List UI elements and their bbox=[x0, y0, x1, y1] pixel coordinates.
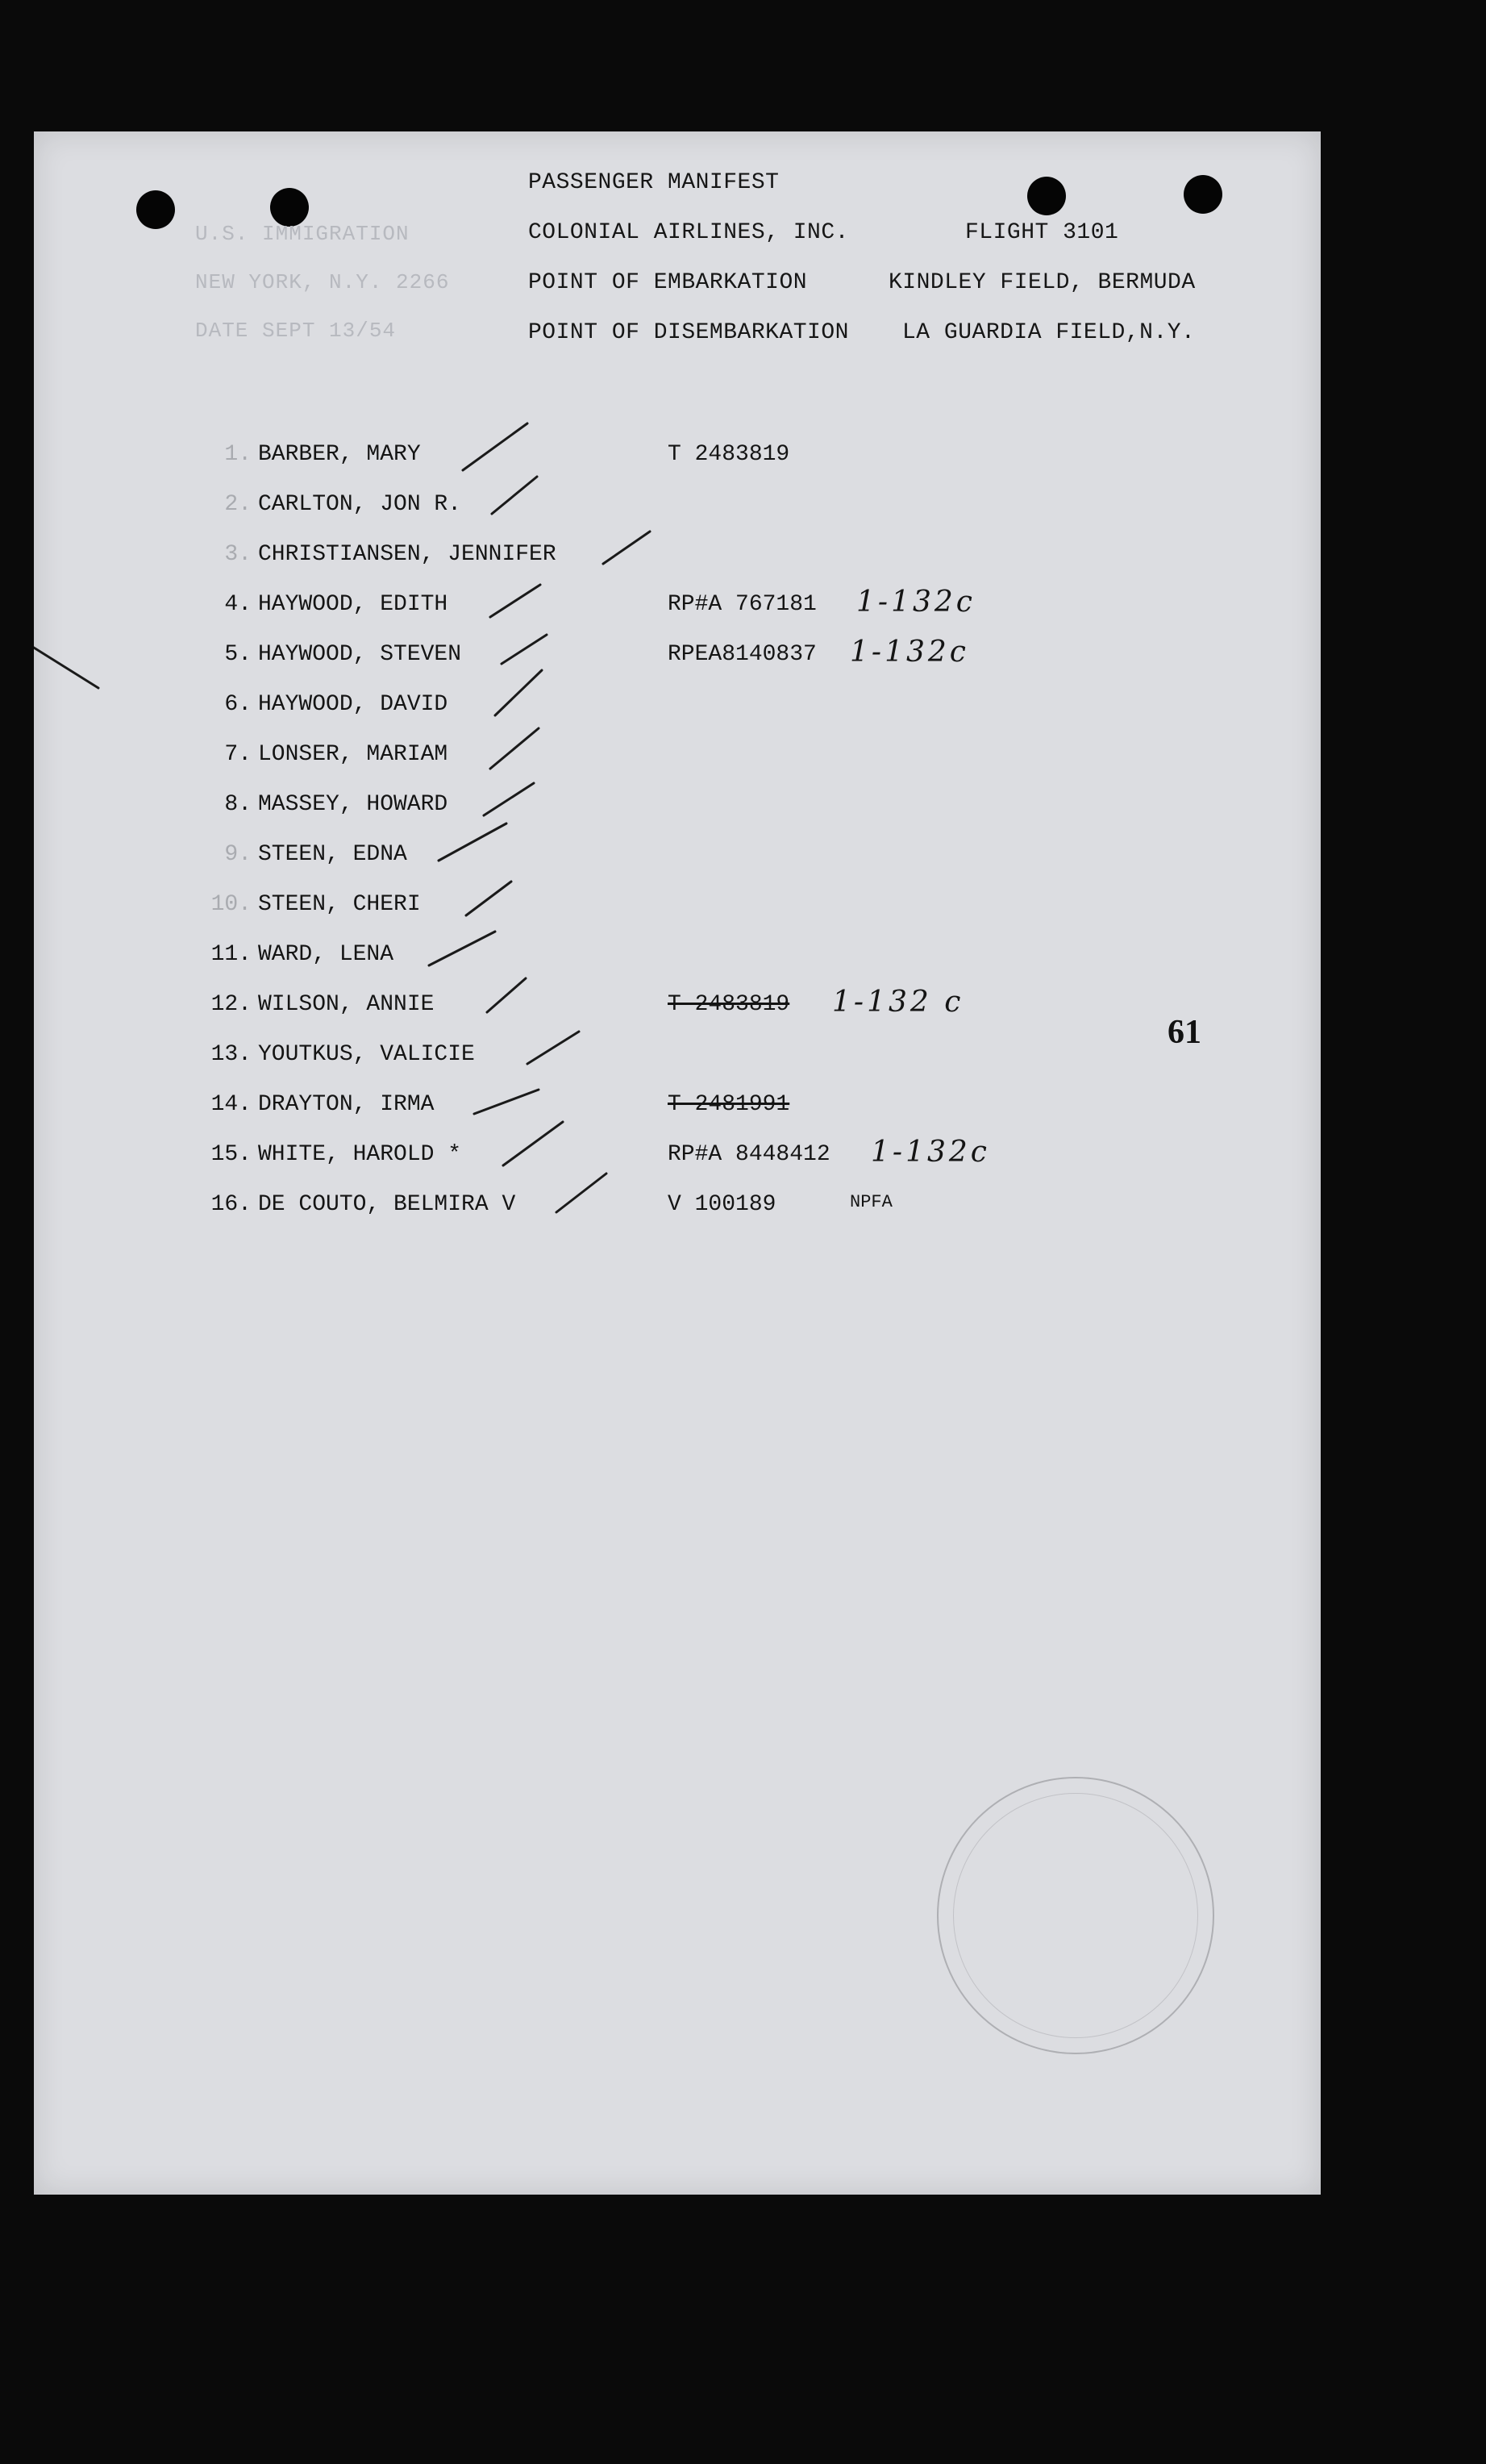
passenger-name: MASSEY, HOWARD bbox=[258, 792, 448, 817]
check-mark-icon bbox=[556, 1174, 606, 1212]
seal-inner-ring bbox=[953, 1793, 1198, 2038]
document-number: T 2483819 bbox=[668, 442, 790, 467]
handwritten-note: 1-132c bbox=[856, 586, 976, 619]
passenger-name: DRAYTON, IRMA bbox=[258, 1092, 435, 1117]
check-mark-icon bbox=[484, 783, 534, 815]
passenger-name: BARBER, MARY bbox=[258, 442, 421, 467]
row-number: 7. bbox=[224, 742, 252, 767]
stamp-line-1: U.S. IMMIGRATION bbox=[195, 222, 410, 246]
document-number: RPEA8140837 bbox=[668, 642, 817, 667]
passenger-name: YOUTKUS, VALICIE bbox=[258, 1042, 475, 1067]
document-number: V 100189 bbox=[668, 1192, 776, 1217]
handwritten-note: 1-132 c bbox=[832, 986, 964, 1019]
airline-name: COLONIAL AIRLINES, INC. bbox=[528, 220, 849, 245]
row-number: 3. bbox=[224, 542, 252, 567]
row-number: 11. bbox=[210, 942, 252, 967]
row-number: 16. bbox=[210, 1192, 252, 1217]
check-mark-icon bbox=[487, 978, 526, 1012]
document-number-struck: T 2481991 bbox=[668, 1092, 790, 1117]
disembarkation-label: POINT OF DISEMBARKATION bbox=[528, 320, 849, 345]
punch-hole-left-2 bbox=[270, 188, 309, 227]
passenger-name: CHRISTIANSEN, JENNIFER bbox=[258, 542, 556, 567]
passenger-name: STEEN, CHERI bbox=[258, 892, 421, 917]
check-mark-icon bbox=[527, 1032, 579, 1064]
check-mark-icon bbox=[492, 477, 537, 514]
stamp-line-2: NEW YORK, N.Y. 2266 bbox=[195, 270, 450, 294]
row-number: 14. bbox=[210, 1092, 252, 1117]
manifest-title: PASSENGER MANIFEST bbox=[528, 170, 780, 195]
check-mark-icon bbox=[603, 532, 650, 564]
passenger-name: WILSON, ANNIE bbox=[258, 992, 435, 1017]
check-mark-icon bbox=[490, 585, 540, 617]
row-number: 9. bbox=[224, 842, 252, 867]
passenger-name: WHITE, HAROLD * bbox=[258, 1142, 462, 1167]
row-number: 15. bbox=[210, 1142, 252, 1167]
handwritten-note: 1-132c bbox=[871, 1136, 990, 1169]
flight-number: FLIGHT 3101 bbox=[965, 220, 1119, 245]
row-number: 6. bbox=[224, 692, 252, 717]
embarkation-label: POINT OF EMBARKATION bbox=[528, 270, 808, 295]
passenger-name: CARLTON, JON R. bbox=[258, 492, 462, 517]
check-mark-icon bbox=[474, 1090, 539, 1114]
row-number: 13. bbox=[210, 1042, 252, 1067]
check-mark-icon bbox=[466, 882, 511, 915]
check-mark-icon bbox=[463, 423, 527, 470]
manifest-page bbox=[34, 131, 1321, 2195]
document-number: RP#A 767181 bbox=[668, 592, 817, 617]
passenger-name: STEEN, EDNA bbox=[258, 842, 407, 867]
margin-mark bbox=[34, 648, 98, 688]
row-number: 5. bbox=[224, 642, 252, 667]
passenger-name: LONSER, MARIAM bbox=[258, 742, 448, 767]
punch-hole-right-1 bbox=[1027, 177, 1066, 215]
handwritten-note: 1-132c bbox=[850, 636, 969, 669]
punch-hole-left-1 bbox=[136, 190, 175, 229]
check-mark-icon bbox=[503, 1122, 563, 1165]
row-number: 2. bbox=[224, 492, 252, 517]
check-mark-icon bbox=[495, 670, 542, 715]
check-mark-icon bbox=[439, 823, 506, 861]
disembarkation-place: LA GUARDIA FIELD,N.Y. bbox=[902, 320, 1196, 345]
punch-hole-right-2 bbox=[1184, 175, 1222, 214]
row-number: 8. bbox=[224, 792, 252, 817]
passenger-name: HAYWOOD, EDITH bbox=[258, 592, 448, 617]
embarkation-place: KINDLEY FIELD, BERMUDA bbox=[889, 270, 1196, 295]
document-note: NPFA bbox=[850, 1192, 893, 1212]
check-mark-icon bbox=[490, 728, 539, 769]
row-number: 12. bbox=[210, 992, 252, 1017]
passenger-name: HAYWOOD, DAVID bbox=[258, 692, 448, 717]
passenger-name: WARD, LENA bbox=[258, 942, 394, 967]
row-number: 10. bbox=[210, 892, 252, 917]
embossed-seal bbox=[937, 1777, 1214, 2054]
row-number: 4. bbox=[224, 592, 252, 617]
check-mark-icon bbox=[502, 635, 547, 664]
row-number: 1. bbox=[224, 442, 252, 467]
passenger-name: DE COUTO, BELMIRA V bbox=[258, 1192, 516, 1217]
page-number: 61 bbox=[1168, 1014, 1201, 1051]
document-number-struck: T 2483819 bbox=[668, 992, 790, 1017]
stamp-line-3: DATE SEPT 13/54 bbox=[195, 319, 397, 343]
check-mark-icon bbox=[429, 932, 495, 965]
document-number: RP#A 8448412 bbox=[668, 1142, 830, 1167]
passenger-name: HAYWOOD, STEVEN bbox=[258, 642, 462, 667]
